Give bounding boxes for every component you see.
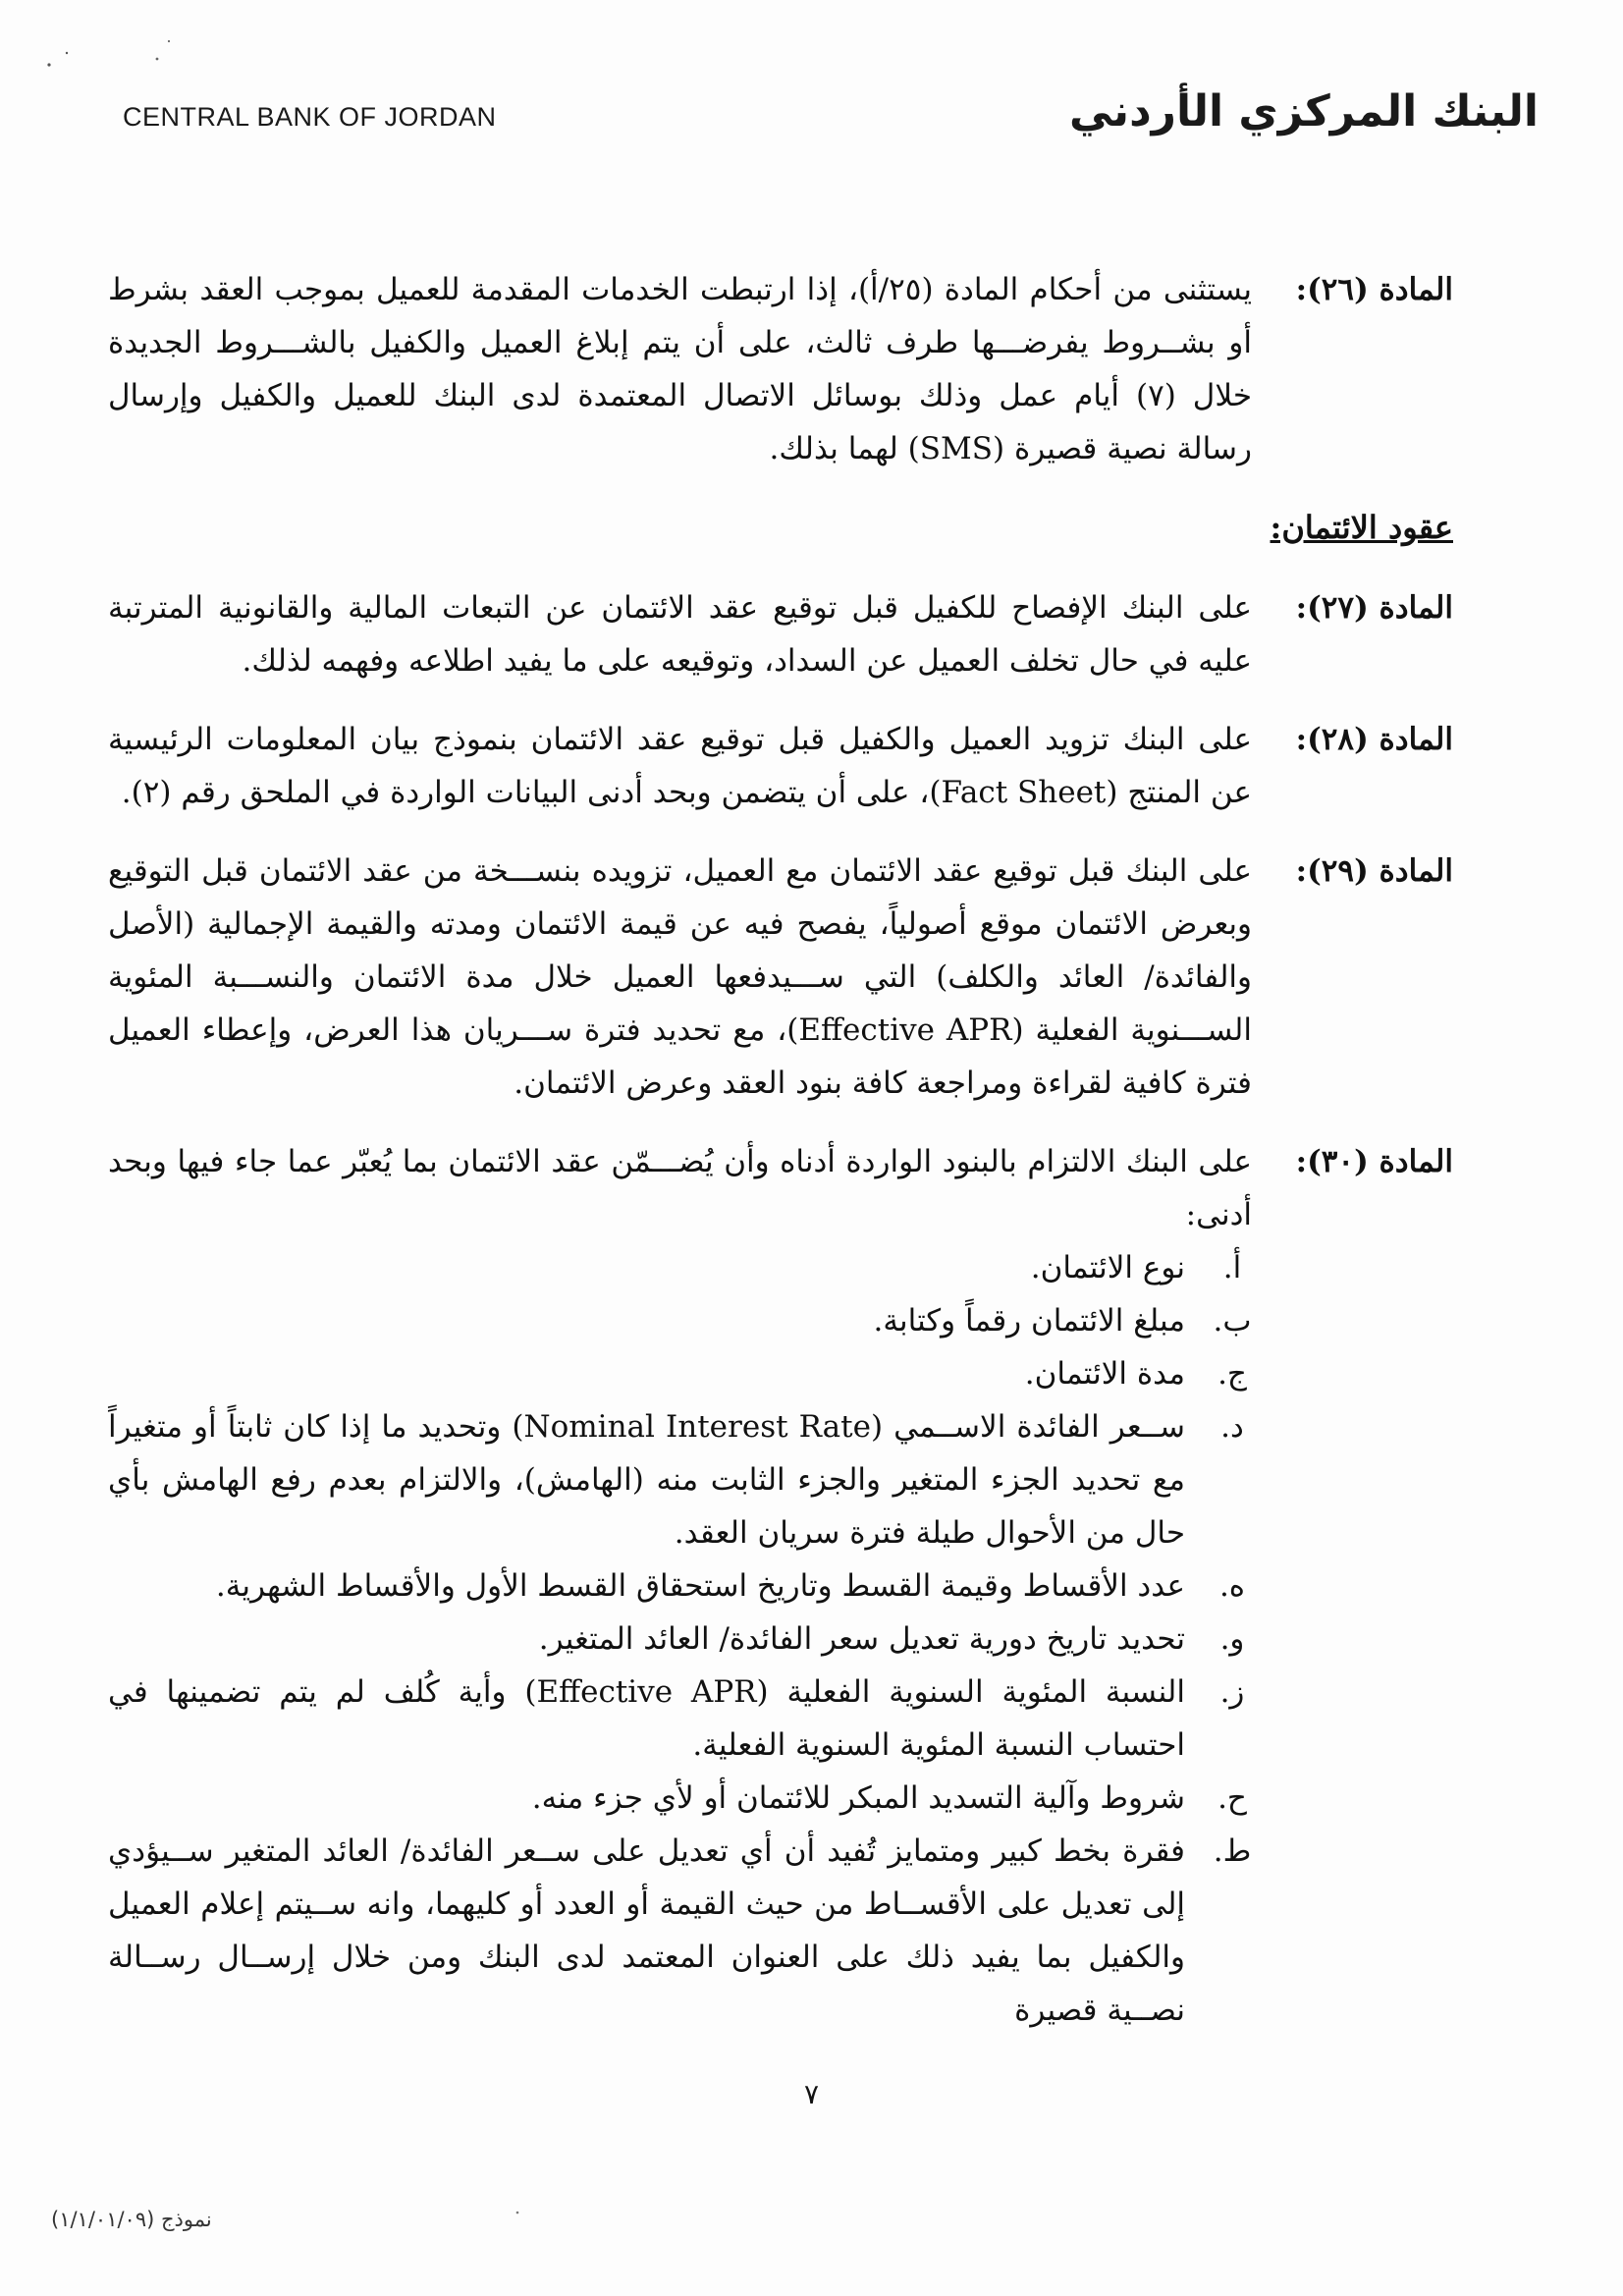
- item-text: مدة الائتمان.: [1024, 1356, 1185, 1392]
- article-text: على البنك الإفصاح للكفيل قبل توقيع عقد الائتمان عن التبعات المالية والقانونية المترتبة عليه في حال تخلف العميل عن السداد، وتوقيعه على ما يفيد اطلاعه وفهمه لذلك.: [108, 590, 1252, 679]
- article-text: على البنك قبل توقيع عقد الائتمان مع العميل، تزويده بنســـخة من عقد الائتمان قبل التوقيع وبعرض الائتمان موقع أصولياً، يفصح فيه عن قيمة الائتمان ومدته والقيمة الإجمالية (الأصل والفائدة/ العائد والكلف) التي ســـيدفعها العميل خلال مدة الائتمان والنســـبة المئوية الســـنوية الفعلية (Effective APR)، مع تحديد فترة ســـريان هذا العرض، وإعطاء العميل فترة كافية لقراءة ومراجعة كافة بنود العقد وعرض الائتمان.: [108, 853, 1252, 1101]
- item-letter: و.: [1219, 1621, 1245, 1657]
- item-letter: أ.: [1222, 1250, 1242, 1285]
- org-name-arabic: البنك المركزي الأردني: [1069, 86, 1539, 137]
- article-label: المادة (٢٨):: [1295, 722, 1453, 757]
- list-item: [108, 1613, 1252, 1666]
- item-text: النسبة المئوية السنوية الفعلية (Effective APR) وأية كُلف لم يتم تضمينها في احتساب النسبة المئوية السنوية الفعلية.: [108, 1674, 1185, 1763]
- item-letter: د.: [1220, 1409, 1244, 1445]
- section-heading: عقود الائتمان:: [1270, 509, 1453, 546]
- item-text: ســعر الفائدة الاســمي (Nominal Interest Rate) وتحديد ما إذا كان ثابتاً أو متغيراً مع تحديد الجزء المتغير والجزء الثابت منه (الهامش)، والالتزام بعدم رفع الهامش بأي حال من الأحوال طيلة فترة سريان العقد.: [108, 1409, 1185, 1551]
- form-number: نموذج (١/١/٠١/٠٩): [51, 2208, 212, 2231]
- org-name-english: CENTRAL BANK OF JORDAN: [123, 102, 497, 132]
- item-text: فقرة بخط كبير ومتمايز تُفيد أن أي تعديل على ســعر الفائدة/ العائد المتغير ســيؤدي إلى تعديل على الأقســاط من حيث القيمة أو العدد أو كليهما، وانه ســيتم إعلام العميل والكفيل بما يفيد ذلك على العنوان المعتمد لدى البنك ومن خلال إرســال رســالة نصــية قصيرة: [108, 1833, 1185, 2028]
- article-text: على البنك تزويد العميل والكفيل قبل توقيع عقد الائتمان بنموذج بيان المعلومات الرئيسية عن المنتج (Fact Sheet)، على أن يتضمن وبحد أدنى البيانات الواردة في الملحق رقم (٢).: [108, 722, 1252, 810]
- article-label: المادة (٢٩):: [1295, 853, 1453, 889]
- item-letter: ح.: [1217, 1780, 1247, 1816]
- article-label: المادة (٢٦):: [1295, 272, 1453, 307]
- article-label: المادة (٣٠):: [1295, 1144, 1453, 1179]
- document-body: [108, 263, 1453, 2062]
- scan-speck: [511, 2210, 524, 2215]
- article-text: يستثنى من أحكام المادة (٢٥/أ)، إذا ارتبطت الخدمات المقدمة للعميل بموجب العقد بشرط أو بشــروط يفرضـــها طرف ثالث، على أن يتم إبلاغ العميل والكفيل بالشـــروط الجديدة خلال (٧) أيام عمل وذلك بوسائل الاتصال المعتمدة لدى البنك للعميل والكفيل وإرسال رسالة نصية قصيرة (SMS) لهما بذلك.: [108, 272, 1253, 466]
- article-28: [108, 713, 1453, 819]
- scan-specks: [39, 29, 177, 79]
- list-item: [108, 1400, 1252, 1559]
- article-label: المادة (٢٧):: [1295, 590, 1453, 626]
- list-item: [108, 1294, 1252, 1347]
- item-text: مبلغ الائتمان رقماً وكتابة.: [873, 1303, 1185, 1339]
- list-item: [108, 1241, 1252, 1294]
- list-item: [108, 1666, 1252, 1772]
- item-text: نوع الائتمان.: [1030, 1250, 1185, 1285]
- item-letter: ج.: [1217, 1356, 1247, 1392]
- article-text: على البنك الالتزام بالبنود الواردة أدناه وأن يُضـــمّن عقد الائتمان بما يُعبّر عما جاء فيها وبحد أدنى:: [108, 1144, 1252, 1232]
- list-item: [108, 1825, 1252, 2037]
- item-letter: ز.: [1219, 1674, 1245, 1710]
- item-letter: ه.: [1218, 1568, 1246, 1604]
- item-text: شروط وآلية التسديد المبكر للائتمان أو لأي جزء منه.: [531, 1780, 1185, 1816]
- item-text: عدد الأقساط وقيمة القسط وتاريخ استحقاق القسط الأول والأقساط الشهرية.: [215, 1568, 1185, 1604]
- article-30: [108, 1135, 1453, 2037]
- page-header: [0, 0, 1623, 157]
- item-letter: ب.: [1213, 1303, 1252, 1339]
- item-letter: ط.: [1213, 1833, 1252, 1869]
- page-number: ٧: [803, 2078, 820, 2110]
- list-item: [108, 1347, 1252, 1400]
- article-26: [108, 263, 1453, 475]
- item-text: تحديد تاريخ دورية تعديل سعر الفائدة/ العائد المتغير.: [538, 1621, 1185, 1657]
- article-27: [108, 581, 1453, 687]
- article-30-items: [108, 1241, 1252, 2037]
- list-item: [108, 1559, 1252, 1613]
- article-29: [108, 845, 1453, 1110]
- list-item: [108, 1772, 1252, 1825]
